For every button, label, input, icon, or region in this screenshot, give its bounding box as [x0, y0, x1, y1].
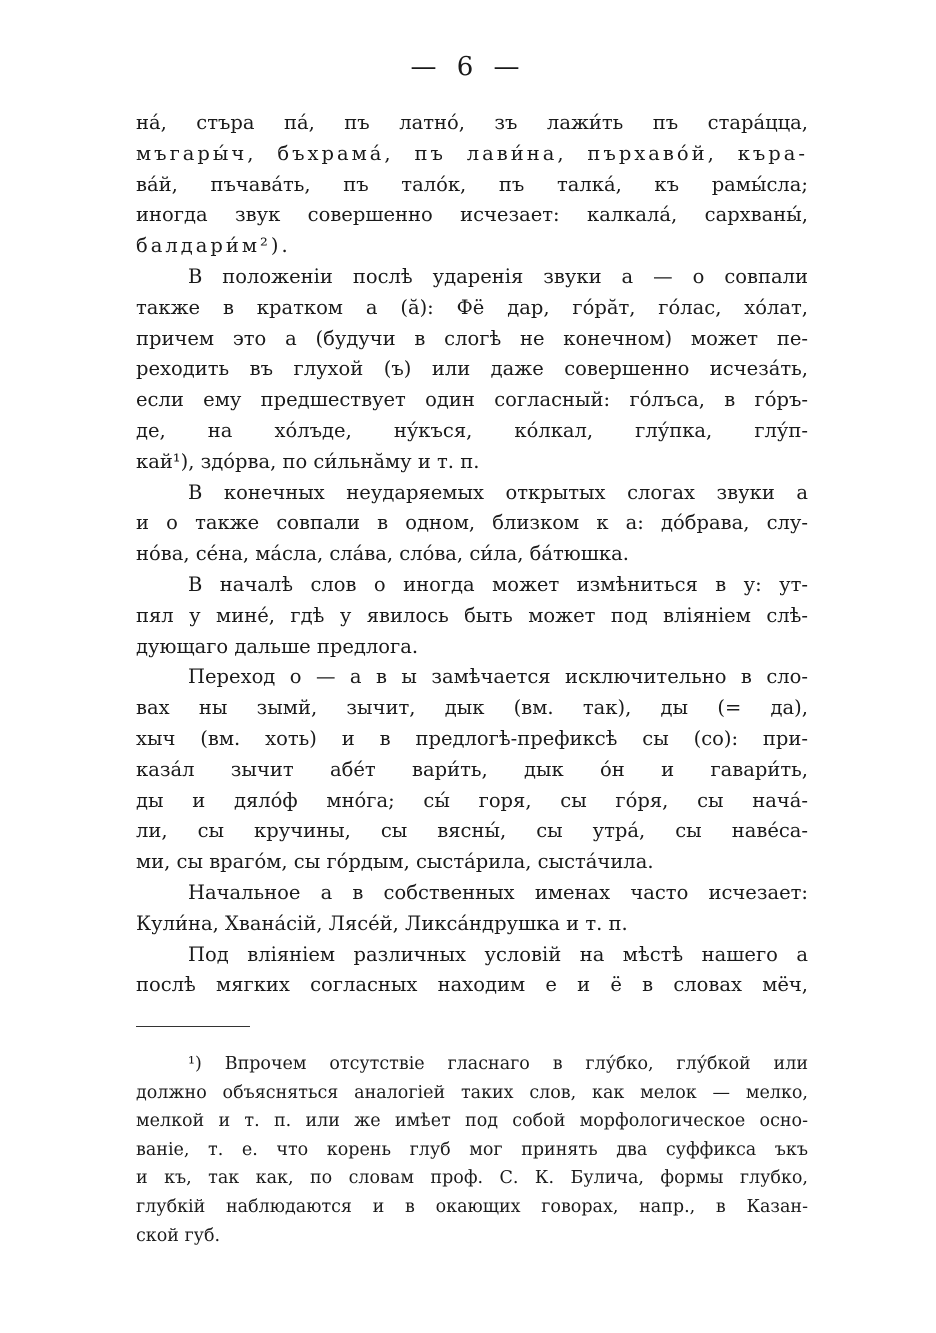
- text-line: на́, стъра па́, пъ латно́, зъ лажи́ть пъ стара́цца,: [136, 111, 808, 134]
- footnote-line: ской губ.: [136, 1225, 221, 1246]
- text-line: реходить въ глухой (ъ) или даже совершенно исчеза́ть,: [136, 357, 808, 381]
- text-line: хыч (вм. хоть) и в предлогѣ-префиксѣ сы (со): при-: [136, 726, 808, 750]
- text-line: пял у мине́, гдѣ у явилось быть может под вліяніем слѣ-: [136, 603, 808, 627]
- text-line: причем это а (будучи в слогѣ не конечном) может пе-: [136, 326, 808, 350]
- page-number: — 6 —: [410, 52, 526, 82]
- footnote-line: ¹) Впрочем отсутствіе гласнаго в глу́бко, глу́бкой или: [188, 1054, 808, 1074]
- text-line: ми, сы враго́м, сы го́рдым, сыста́рила, сыста́чила.: [136, 850, 654, 874]
- paragraph-start: В началѣ слов о иногда может измѣниться в у: ут-: [188, 572, 808, 596]
- paragraph-start: Переход о — а в ы замѣчается исключительно в сло-: [188, 665, 808, 689]
- text-line: де, на хо́лъде, ну́къся, ко́лкал, глу́пка, глу́п-: [136, 418, 808, 442]
- text-line: и о также совпали в одном, близком к а: до́брава, слу-: [136, 511, 808, 535]
- paragraph-start: Под вліяніем различных условій на мѣстѣ нашего а: [188, 942, 808, 966]
- footnote-line: и къ, так как, по словам проф. С. К. Булича, формы глубко,: [136, 1168, 808, 1189]
- text-line: каза́л зычит абе́т вари́ть, дык о́н и гавари́ть,: [136, 757, 808, 781]
- text-line: ли, сы кручины, сы вясны́, сы утра́, сы наве́са-: [136, 819, 808, 843]
- footnote-line: мелкой и т. п. или же имѣет под собой морфологическое осно-: [136, 1111, 808, 1132]
- text-line: ды и дяло́ф мно́га; сы́ горя, сы го́ря, сы нача́-: [136, 788, 808, 812]
- text-line: но́ва, се́на, ма́сла, сла́ва, сло́ва, си́ла, ба́тюшка.: [136, 542, 629, 566]
- text-line: Кули́на, Хвана́сій, Лясе́й, Ликса́ндрушка и т. п.: [136, 911, 628, 935]
- footnote-line: должно объясняться аналогіей таких слов, как мелок — мелко,: [136, 1082, 808, 1103]
- text-line: кай¹), здо́рва, по си́льнăму и т. п.: [136, 449, 480, 473]
- paragraph-start: Начальное а в собственных именах часто исчезает:: [188, 880, 808, 904]
- text-line: если ему предшествует один согласный: го́лъса, в го́ръ-: [136, 388, 808, 412]
- text-line: иногда звук совершенно исчезает: калкала́, сархваны́,: [136, 203, 808, 227]
- text-line: дующаго дальше предлога.: [136, 634, 419, 658]
- text-line: послѣ мягких согласных находим е и ё в словах мёч,: [136, 973, 808, 997]
- footnote-line: глубкій наблюдаются и в окающих говорах, напр., в Казан-: [136, 1196, 808, 1217]
- footnotes: [136, 1050, 808, 1250]
- main-text: [136, 108, 808, 1001]
- paragraph-start: В положеніи послѣ ударенія звуки а — о совпали: [188, 264, 808, 288]
- text-line: балдари́м²).: [136, 234, 291, 258]
- text-line: также в кратком а (ă): Фё дар, го́рăт, го́лас, хо́лат,: [136, 295, 808, 319]
- text-line: вах ны зымй, зычит, дык (вм. так), ды (= да),: [136, 696, 808, 720]
- footnote-line: ваніе, т. е. что корень глуб мог принять два суффикса ъкъ: [136, 1139, 808, 1160]
- text-line: мъгары́ч, бъхрама́, пъ лави́на, пърхаво́й, къра-: [136, 141, 808, 165]
- footnote-divider: [136, 1026, 250, 1027]
- text-line: ва́й, пъчава́ть, пъ тало́к, пъ талка́, къ рамы́сла;: [136, 172, 808, 196]
- paragraph-start: В конечных неударяемых открытых слогах звуки а: [188, 480, 808, 504]
